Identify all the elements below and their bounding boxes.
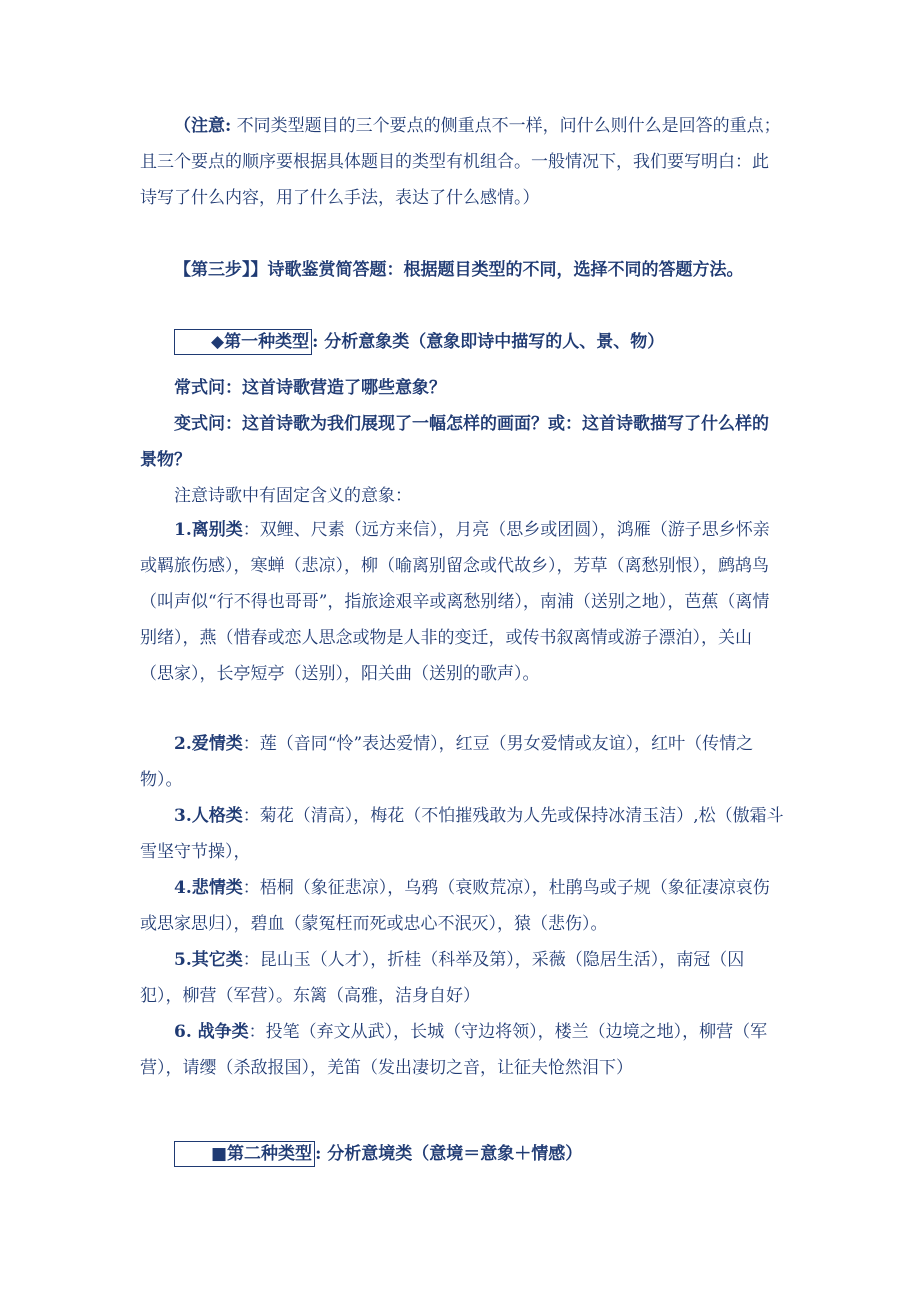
category-label: 5.其它类	[174, 950, 243, 970]
regular-question: 常式问：这首诗歌营造了哪些意象？	[174, 378, 446, 398]
category-text: ：梧桐（象征悲凉），乌鸦（衰败荒凉），杜鹃鸟或子规（象征凄凉哀伤或思家思归），碧血（蒙冤枉而死或忠心不泯灭），猿（悲伤）。	[140, 878, 770, 934]
step3-heading: 【第三步】】诗歌鉴赏简答题：根据题目类型的不同，选择不同的答题方法。	[174, 260, 744, 280]
category-love	[140, 726, 785, 798]
category-label: 3.人格类	[174, 806, 243, 826]
type1-label: ◆第一种类型	[174, 329, 312, 355]
note-text: 不同类型题目的三个要点的侧重点不一样，问什么则什么是回答的重点；且三个要点的顺序要根据具体题目的类型有机组合。一般情况下，我们要写明白：此诗写了什么内容，用了什么手法，表达了什么感情。）	[140, 116, 781, 208]
category-parting	[140, 512, 785, 692]
category-text: ：投笔（弃文从武），长城（守边将领），楼兰（边境之地），柳营（军营），请缨（杀敌报国），羌笛（发出凄切之音，让征夫怆然泪下）	[140, 1022, 768, 1078]
category-label: 1.离别类	[174, 520, 243, 540]
category-label: 4.悲情类	[174, 878, 243, 898]
category-text: ：双鲤、尺素（远方来信），月亮（思乡或团圆），鸿雁（游子思乡怀亲或羁旅伤感），寒蝉（悲凉），柳（喻离别留念或代故乡），芳草（离愁别恨），鹧鸪鸟（叫声似“行不得也哥哥”，指旅途艰辛或离愁别绪），南浦（送别之地），芭蕉（离情别绪），燕（惜春或恋人思念或物是人非的变迁，或传书叙离情或游子漂泊），关山（思家），长亭短亭（送别），阳关曲（送别的歌声）。	[140, 520, 770, 684]
type2-heading	[140, 1136, 785, 1172]
category-text: ：莲（音同“怜”表达爱情），红豆（男女爱情或友谊），红叶（传情之物）。	[140, 734, 754, 790]
type2-rest: : 分析意境类（意境＝意象＋情感）	[315, 1144, 583, 1164]
note-open: （	[174, 116, 191, 136]
category-label: 2.爱情类	[174, 734, 243, 754]
category-character	[140, 798, 785, 870]
type1-rest: : 分析意象类（意象即诗中描写的人、景、物）	[312, 332, 665, 352]
note-paragraph	[140, 108, 785, 216]
category-text: ：菊花（清高），梅花（不怕摧残敢为人先或保持冰清玉洁）,松（傲霜斗雪坚守节操），	[140, 806, 784, 862]
category-label: 6. 战争类	[174, 1022, 249, 1042]
note-colon: :	[225, 116, 232, 136]
variant-question: 变式问：这首诗歌为我们展现了一幅怎样的画面？或：这首诗歌描写了什么样的景物？	[140, 414, 769, 470]
type2-label: ■第二种类型	[174, 1141, 315, 1167]
category-text: ：昆山玉（人才），折桂（科举及第），采薇（隐居生活），南冠（囚犯），柳营（军营）。东篱（高雅，洁身自好）	[140, 950, 745, 1006]
category-other	[140, 942, 785, 1014]
fixed-intro: 注意诗歌中有固定含义的意象：	[174, 486, 412, 506]
type1-heading	[140, 324, 785, 360]
note-label: 注意	[191, 116, 225, 136]
category-sorrow	[140, 870, 785, 942]
category-war	[140, 1014, 785, 1086]
